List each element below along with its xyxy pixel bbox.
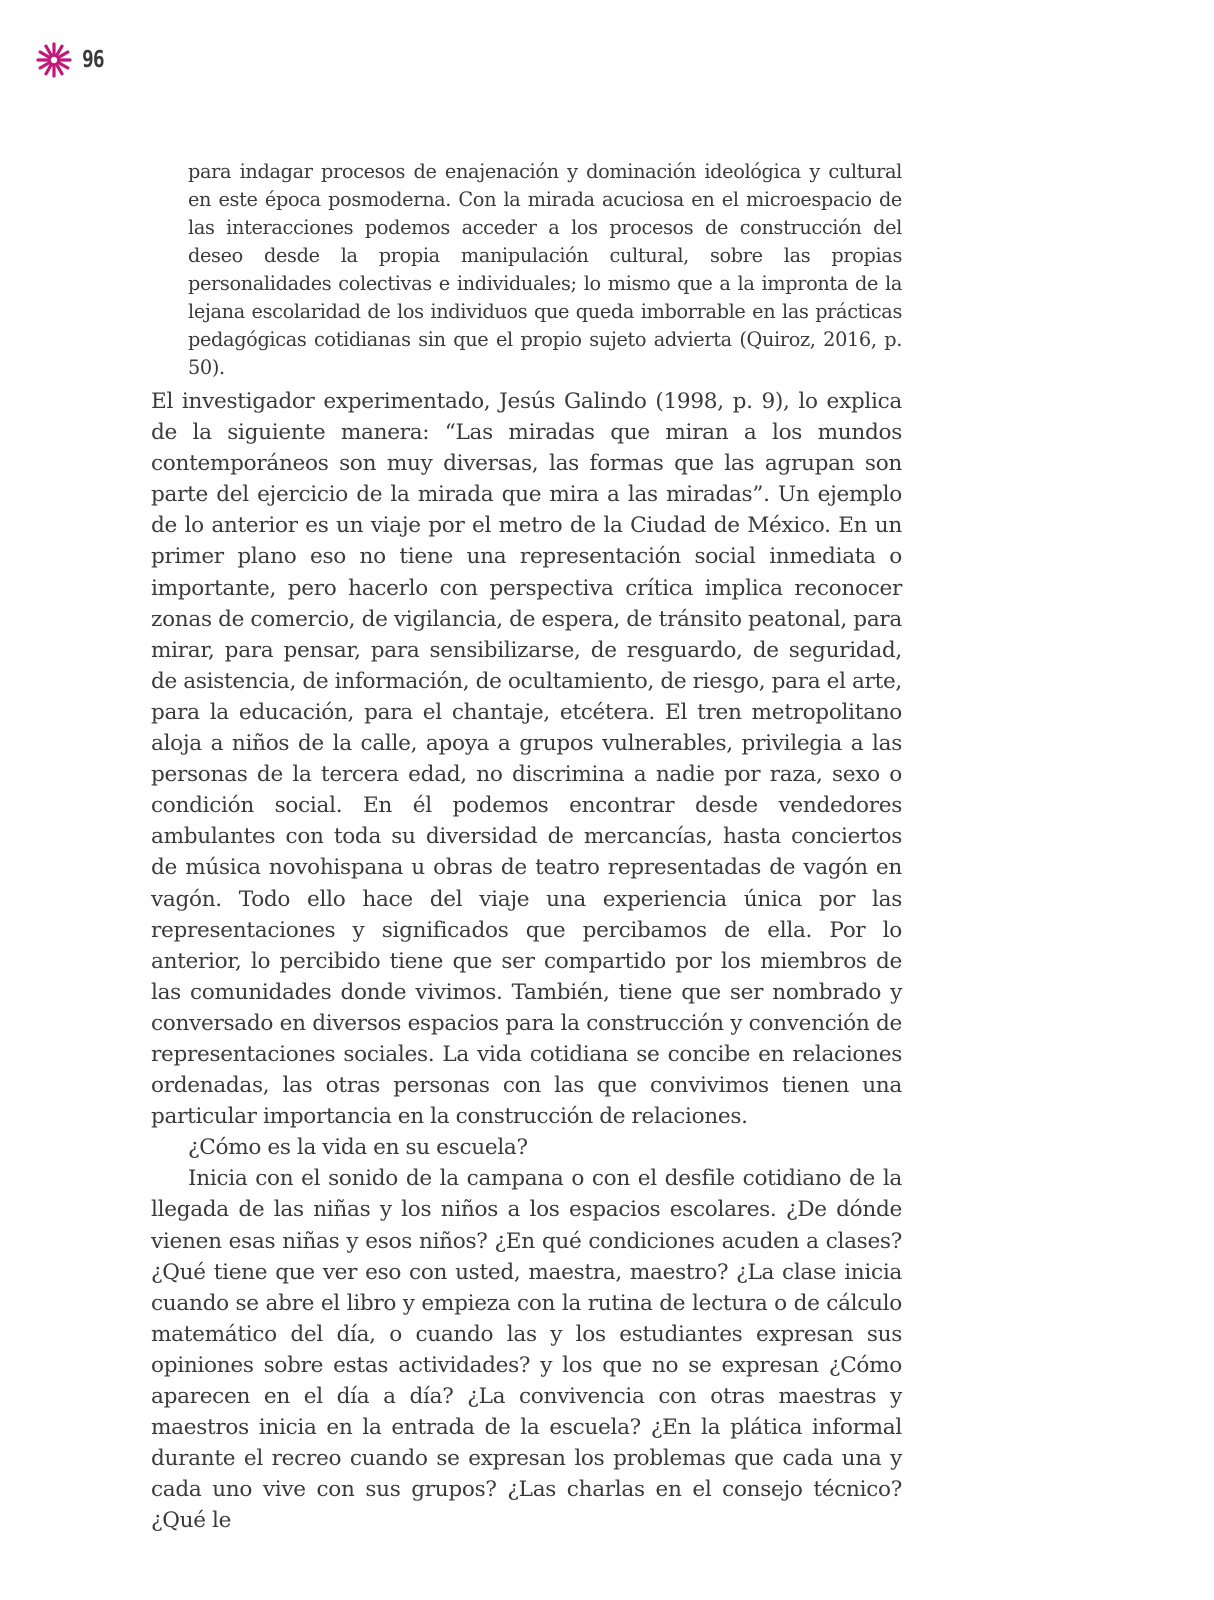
page-header: [36, 40, 108, 80]
body-paragraph-3: Inicia con el sonido de la campana o con el desfile cotidiano de la llegada de las niñas y los niños a los espacios escolares. ¿De dónde vienen esas niñas y esos niños? ¿En qué condiciones acuden a clases? ¿Qué tiene que ver eso con usted, maestra, maestro? ¿La clase inicia cuando se abre el libro y empieza con la rutina de lectura o de cálculo matemático del día, o cuando las y los estudiantes expresan sus opiniones sobre estas actividades? y los que no se expresan ¿Cómo aparecen en el día a día? ¿La convivencia con otras maestras y maestros inicia en la entrada de la escuela? ¿En la plática informal durante el recreo cuando se expresan los problemas que cada una y cada uno vive con sus grupos? ¿Las charlas en el consejo técnico? ¿Qué le: [151, 1166, 902, 1534]
asterisk-icon: [36, 42, 72, 78]
quote-text: para indagar procesos de enajenación y dominación ideológica y cultural en este época posmoderna. Con la mirada acuciosa en el microespacio de las interacciones podemos acceder a los procesos de construcción del deseo desde la propia manipulación cultural, sobre las propias personalidades colectivas e individuales; lo mismo que a la impronta de la lejana escolaridad de los individuos que queda imborrable en las prácticas pedagógicas cotidianas sin que el propio sujeto advierta (Quiroz, 2016, p. 50).: [188, 160, 902, 379]
body-paragraph-2: ¿Cómo es la vida en su escuela?: [188, 1135, 528, 1161]
body-paragraph-1: El investigador experimentado, Jesús Galindo (1998, p. 9), lo explica de la siguiente manera: “Las miradas que miran a los mundos contemporáneos son muy diversas, las formas que las agrupan son parte del ejercicio de la mirada que mira a las miradas”. Un ejemplo de lo anterior es un viaje por el metro de la Ciudad de México. En un primer plano eso no tiene una representación social inmediata o importante, pero hacerlo con perspectiva crítica implica reconocer zonas de comercio, de vigilancia, de espera, de tránsito peatonal, para mirar, para pensar, para sensibilizarse, de resguardo, de seguridad, de asistencia, de información, de ocultamiento, de riesgo, para el arte, para la educación, para el chantaje, etcétera. El tren metropolitano aloja a niños de la calle, apoya a grupos vulnerables, privilegia a las personas de la tercera edad, no discrimina a nadie por raza, sexo o condición social. En él podemos encontrar desde vendedores ambulantes con toda su diversidad de mercancías, hasta conciertos de música novohispana u obras de teatro representadas de vagón en vagón. Todo ello hace del viaje una experiencia única por las representaciones y significados que percibamos de ella. Por lo anterior, lo percibido tiene que ser compartido por los miembros de las comunidades donde vivimos. También, tiene que ser nombrado y conversado en diversos espacios para la construcción y convención de representaciones sociales. La vida cotidiana se concibe en relaciones ordenadas, las otras personas con las que convivimos tienen una particular importancia en la construcción de relaciones.: [151, 389, 902, 1130]
block-quote: [188, 158, 902, 382]
body-text: [151, 386, 902, 1536]
page-number: 96: [82, 47, 104, 73]
